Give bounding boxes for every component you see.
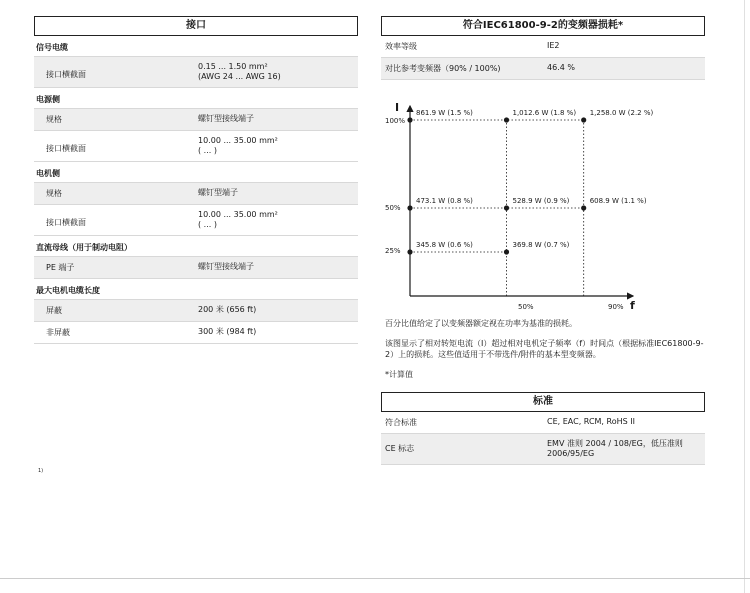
- value-line: (AWG 24 ... AWG 16): [198, 72, 281, 81]
- x-tick-label: 50%: [518, 303, 534, 311]
- data-label: 608.9 W (1.1 %): [589, 197, 647, 205]
- data-point: [581, 117, 586, 122]
- y-tick-label: 25%: [385, 247, 401, 255]
- data-point: [407, 249, 412, 254]
- x-tick-label: 90%: [608, 303, 624, 311]
- data-label: 473.1 W (0.8 %): [416, 197, 473, 205]
- standards-header: 标准: [381, 392, 705, 412]
- data-point: [407, 117, 412, 122]
- losses-chart: [381, 98, 701, 318]
- table-row: [34, 322, 358, 344]
- table-row: [381, 58, 705, 80]
- row-label: 屏蔽: [46, 306, 62, 315]
- row-label: 接口横截面: [46, 144, 86, 153]
- data-point: [581, 205, 586, 210]
- row-label: 规格: [46, 115, 62, 124]
- row-label: 符合标准: [385, 418, 417, 427]
- note-percent: 百分比值给定了以变频器额定视在功率为基准的损耗。: [385, 319, 577, 328]
- row-value: 螺钉型接线端子: [198, 262, 254, 271]
- losses-panel: [381, 16, 705, 80]
- signal-cable-title: 信号电缆: [34, 36, 358, 57]
- y-tick-label: 100%: [385, 117, 406, 125]
- note-calculated: *计算值: [385, 370, 413, 379]
- value-line: ( ... ): [198, 146, 217, 155]
- table-row: [34, 131, 358, 162]
- row-value: EMV 准则 2004 / 108/EG，低压准则 2006/95/EG: [547, 439, 683, 458]
- x-axis-label: f: [630, 299, 635, 312]
- row-label: 对比参考变频器（90% / 100%): [385, 64, 501, 73]
- value-line: ( ... ): [198, 220, 217, 229]
- row-label: 接口横截面: [46, 218, 86, 227]
- cable-length-title: 最大电机电缆长度: [34, 279, 358, 300]
- motor-side-title: 电机侧: [34, 162, 358, 183]
- value-line: 0.15 ... 1.50 mm²: [198, 62, 268, 71]
- data-point: [504, 117, 509, 122]
- row-value: 螺钉型端子: [198, 188, 238, 197]
- table-row: [34, 205, 358, 236]
- dc-link-title: 直流母线（用于制动电阻）: [34, 236, 358, 257]
- data-point: [504, 249, 509, 254]
- row-value: 螺钉型接线端子: [198, 114, 254, 123]
- row-value: 200 米 (656 ft): [198, 305, 257, 314]
- row-value: IE2: [547, 41, 560, 50]
- row-value: CE, EAC, RCM, RoHS II: [547, 417, 635, 426]
- page-bottom-rule: [0, 578, 750, 579]
- row-label: CE 标志: [385, 444, 415, 453]
- note-description: 该图显示了相对转矩电流（I）超过相对电机定子频率（f）时间点（根据标准IEC61800-9-2）上的损耗。这些值适用于不带选件/附件的基本型变频器。: [385, 339, 704, 359]
- footnote: 1): [38, 468, 44, 474]
- row-value: [184, 57, 358, 87]
- y-tick-label: 50%: [385, 204, 401, 212]
- data-point: [407, 205, 412, 210]
- table-row: [34, 109, 358, 131]
- power-side-title: 电源侧: [34, 88, 358, 109]
- page-edge: [744, 0, 745, 593]
- table-row: [381, 434, 705, 465]
- chart-points: [407, 109, 653, 255]
- row-value: [184, 131, 358, 161]
- interfaces-panel: [34, 16, 358, 344]
- y-axis-label: I: [395, 101, 400, 114]
- table-row: [34, 257, 358, 279]
- row-label: 效率等级: [385, 42, 417, 51]
- data-label: 1,258.0 W (2.2 %): [589, 109, 654, 117]
- value-line: 10.00 ... 35.00 mm²: [198, 136, 278, 145]
- standards-panel: [381, 392, 705, 465]
- row-value: 46.4 %: [547, 63, 575, 72]
- table-row: [34, 300, 358, 322]
- data-point: [504, 205, 509, 210]
- row-label: 接口横截面: [46, 70, 86, 79]
- chart-grid: [410, 120, 584, 296]
- data-label: 861.9 W (1.5 %): [416, 109, 473, 117]
- data-label: 345.8 W (0.6 %): [416, 241, 473, 249]
- data-label: 528.9 W (0.9 %): [512, 197, 570, 205]
- row-label: 规格: [46, 189, 62, 198]
- data-label: 369.8 W (0.7 %): [512, 241, 570, 249]
- table-row: [34, 57, 358, 88]
- table-row: [381, 36, 705, 58]
- row-label: PE 端子: [46, 263, 75, 272]
- row-value: 300 米 (984 ft): [198, 327, 257, 336]
- value-line: 10.00 ... 35.00 mm²: [198, 210, 278, 219]
- losses-header: 符合IEC61800-9-2的变频器损耗*: [381, 16, 705, 36]
- data-label: 1,012.6 W (1.8 %): [512, 109, 577, 117]
- row-label: 非屏蔽: [46, 328, 70, 337]
- table-row: [381, 412, 705, 434]
- table-row: [34, 183, 358, 205]
- interfaces-header: 接口: [34, 16, 358, 36]
- row-value: [184, 205, 358, 235]
